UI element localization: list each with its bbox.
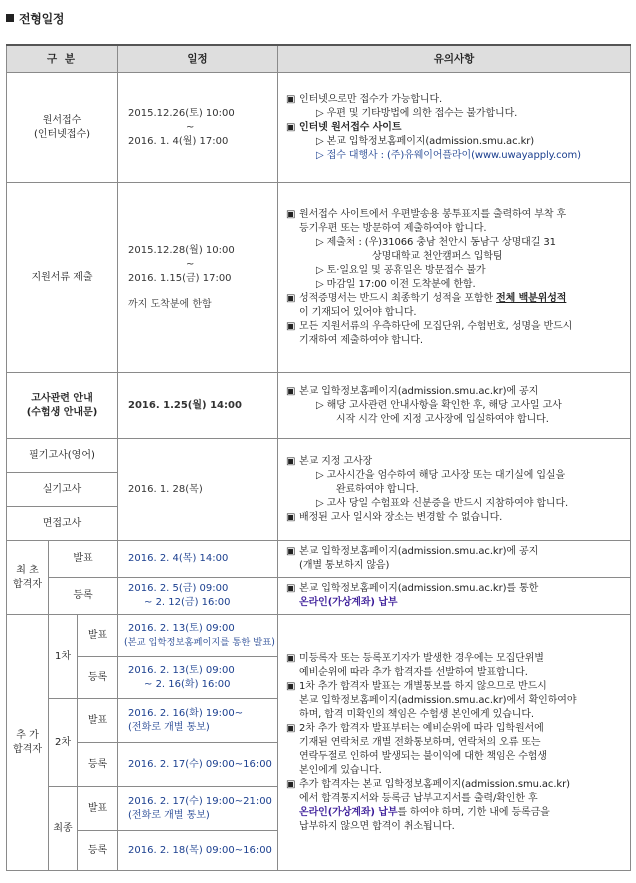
- row-date: 2016. 2. 13(토) 09:00 (본교 입학정보홈페이지를 통한 발표): [118, 615, 278, 657]
- row-category: 원서접수 (인터넷접수): [7, 73, 118, 183]
- bullet-icon: ▣: [286, 583, 296, 594]
- round-label: 최종: [49, 787, 78, 871]
- bullet-icon: ▣: [286, 778, 296, 790]
- section-heading-text: 전형일정: [19, 12, 65, 26]
- bullet-icon: ▣: [286, 121, 296, 133]
- row-category: 고사관련 안내 (수험생 안내문): [7, 373, 118, 439]
- header-category: 구 분: [7, 45, 118, 73]
- round-label: 1차: [49, 615, 78, 699]
- row-date: 2015.12.26(토) 10:00 ~ 2016. 1. 4(월) 17:00: [118, 73, 278, 183]
- section-heading: [6, 10, 64, 27]
- bullet-icon: ▣: [286, 546, 296, 557]
- table-row: [7, 373, 631, 439]
- row-notes: ▣ 원서접수 사이트에서 우편발송용 봉투표지를 출력하여 부착 후 등기우편 또는 방문하여 제출하여야 합니다. ▷ 제출처 : (우)31066 충남 천안시 동남구 상명대길 31 상명대학교 천안캠퍼스 입학팀 ▷ 토·일요일 및 공휴일은 방문접수 불가 ▷ 마감일 17:00 이전 도착분에 한함. ▣ 성적증명서는 반드시 최종학기 성적을 포함한 전체 백분위성적 이 기재되어 있어야 합니다. ▣ 모든 지원서류의 우측하단에 모집단위, 수험번호, 성명을 반드시 기재하여 제출하여야 합니다.: [278, 183, 631, 373]
- table-row: [7, 615, 631, 657]
- row-date: 2016. 2. 18(목) 09:00~16:00: [118, 831, 278, 871]
- row-date: 2016. 2. 16(화) 19:00~ (전화로 개별 통보): [118, 699, 278, 743]
- row-category: 최 초 합격자: [7, 541, 49, 615]
- square-bullet-icon: [6, 14, 14, 22]
- row-subcategory: 등록: [49, 578, 118, 615]
- row-notes: ▣ 본교 지정 고사장 ▷ 고사시간을 엄수하여 해당 고사장 또는 대기실에 입실을 완료하여야 합니다. ▷ 고사 당일 수험표와 신분증을 반드시 지참하여야 합니다. ▣ 배정된 고사 일시와 장소는 변경할 수 없습니다.: [278, 439, 631, 541]
- table-header-row: [7, 45, 631, 73]
- bullet-icon: ▣: [286, 722, 296, 734]
- row-subcategory: 등록: [78, 831, 118, 871]
- table-row: [7, 439, 631, 473]
- table-row: [7, 183, 631, 373]
- row-category: 면접고사: [7, 507, 118, 541]
- table-row: [7, 578, 631, 615]
- row-category: 지원서류 제출: [7, 183, 118, 373]
- row-category: 실기고사: [7, 473, 118, 507]
- row-notes: ▣ 본교 입학정보홈페이지(admission.smu.ac.kr)를 통한 온라인(가상계좌) 납부: [278, 578, 631, 615]
- row-date: 2016. 1.25(월) 14:00: [118, 373, 278, 439]
- row-date: 2016. 2. 17(수) 19:00~21:00 (전화로 개별 통보): [118, 787, 278, 831]
- admission-site-link[interactable]: ▷ 본교 입학정보홈페이지(admission.smu.ac.kr): [316, 135, 535, 147]
- table-row: [7, 541, 631, 578]
- row-subcategory: 발표: [78, 615, 118, 657]
- uway-site-link[interactable]: ▷ 접수 대행사 : (주)유웨이어플라이(www.uwayapply.com): [316, 149, 581, 161]
- row-notes: ▣ 인터넷으로만 접수가 가능합니다. ▷ 우편 및 기타방법에 의한 접수는 불가합니다. ▣ 인터넷 원서접수 사이트 ▷ 본교 입학정보홈페이지(admission.smu.ac.kr) ▷ 접수 대행사 : (주)유웨이어플라이(www.uwayapply.com): [278, 73, 631, 183]
- schedule-table: [6, 44, 631, 871]
- header-date: 일정: [118, 45, 278, 73]
- table-row: [7, 73, 631, 183]
- row-notes: ▣ 본교 입학정보홈페이지(admission.smu.ac.kr)에 공지 (개별 통보하지 않음): [278, 541, 631, 578]
- row-date: 2016. 1. 28(목): [118, 439, 278, 541]
- row-date: 2015.12.28(월) 10:00 ~ 2016. 1.15(금) 17:00 까지 도착분에 한함: [118, 183, 278, 373]
- row-category: 추 가 합격자: [7, 615, 49, 871]
- row-notes: ▣ 본교 입학정보홈페이지(admission.smu.ac.kr)에 공지 ▷ 해당 고사관련 안내사항을 확인한 후, 해당 고사일 고사 시작 시각 안에 지정 고사장에 입실하여야 합니다.: [278, 373, 631, 439]
- bullet-icon: ▣: [286, 93, 296, 105]
- row-date: 2016. 2. 5(금) 09:00 ~ 2. 12(금) 16:00: [118, 578, 278, 615]
- round-label: 2차: [49, 699, 78, 787]
- bullet-icon: ▣: [286, 652, 296, 664]
- bullet-icon: ▣: [286, 320, 296, 332]
- bullet-icon: ▣: [286, 455, 296, 467]
- row-subcategory: 발표: [49, 541, 118, 578]
- header-notes: 유의사항: [278, 45, 631, 73]
- row-date: 2016. 2. 13(토) 09:00 ~ 2. 16(화) 16:00: [118, 657, 278, 699]
- row-category: 필기고사(영어): [7, 439, 118, 473]
- row-subcategory: 발표: [78, 699, 118, 743]
- row-subcategory: 발표: [78, 787, 118, 831]
- row-notes: ▣ 미등록자 또는 등록포기자가 발생한 경우에는 모집단위별 예비순위에 따라 추가 합격자를 선발하여 발표합니다. ▣ 1차 추가 합격자 발표는 개별통보를 하지 않으므로 반드시 본교 입학정보홈페이지(admission.smu.ac.kr)에서 확인하여야 하며, 합격 미확인의 책임은 수험생 본인에게 있습니다. ▣ 2차 추가 합격자 발표부터는 예비순위에 따라 입학원서에 기재된 연락처로 개별 전화통보하며, 연락처의 오류 또는 연락두절로 인하여 발생되는 불이익에 대한 책임은 수험생 본인에게 있습니다. ▣ 추가 합격자는 본교 입학정보홈페이지(admission.smu.ac.kr) 에서 합격통지서와 등록금 납부고지서를 출력/확인한 후 온라인(가상계좌) 납부를 하여야 하며, 기한 내에 등록금을 납부하지 않으면 합격이 취소됩니다.: [278, 615, 631, 871]
- bullet-icon: ▣: [286, 385, 296, 397]
- row-subcategory: 등록: [78, 657, 118, 699]
- row-subcategory: 등록: [78, 743, 118, 787]
- row-date: 2016. 2. 17(수) 09:00~16:00: [118, 743, 278, 787]
- bullet-icon: ▣: [286, 292, 296, 304]
- bullet-icon: ▣: [286, 511, 296, 523]
- bullet-icon: ▣: [286, 208, 296, 220]
- bullet-icon: ▣: [286, 680, 296, 692]
- row-date: 2016. 2. 4(목) 14:00: [118, 541, 278, 578]
